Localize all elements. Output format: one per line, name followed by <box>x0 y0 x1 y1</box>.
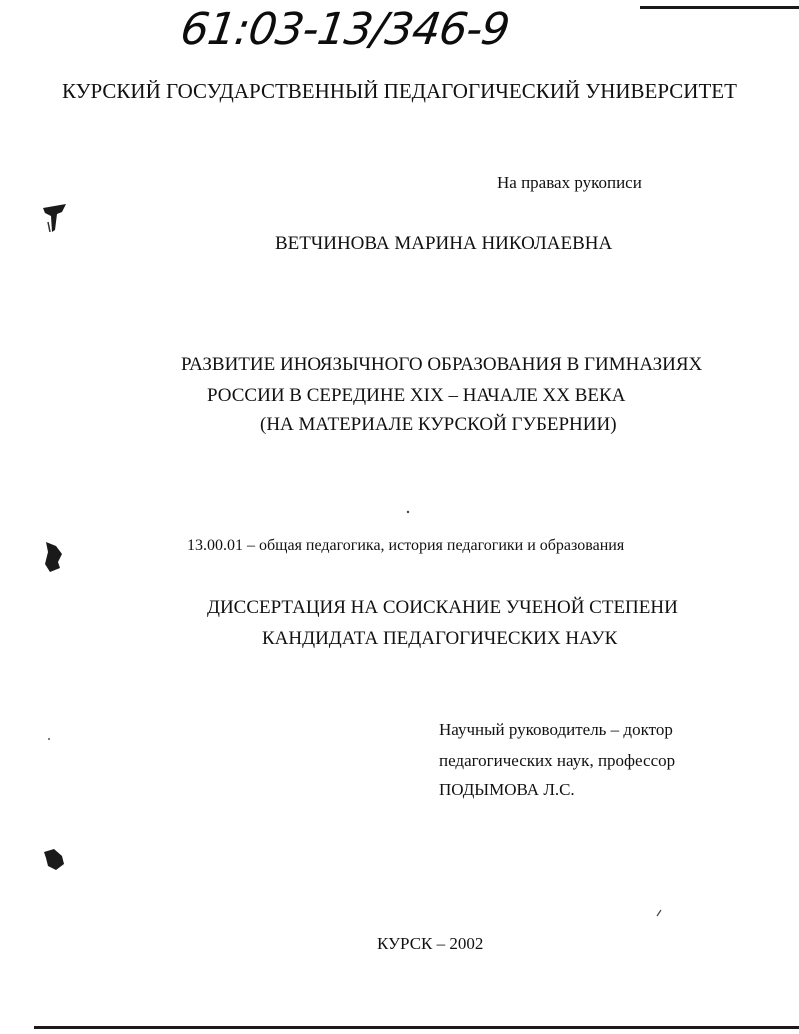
bottom-scan-border <box>34 1026 799 1029</box>
archive-code-text: 61:03-13/346-9 <box>177 4 512 55</box>
city-and-year: КУРСК – 2002 <box>377 934 484 953</box>
scan-speck <box>655 908 663 918</box>
top-scan-border <box>640 6 799 9</box>
thesis-title-line-2: РОССИИ В СЕРЕДИНЕ XIX – НАЧАЛЕ XX ВЕКА <box>207 385 626 406</box>
manuscript-rights-note: На правах рукописи <box>497 173 642 192</box>
binding-hole-mark-1 <box>40 202 70 236</box>
dissertation-degree-line-2: КАНДИДАТА ПЕДАГОГИЧЕСКИХ НАУК <box>262 628 618 649</box>
supervisor-name: ПОДЫМОВА Л.С. <box>439 780 575 799</box>
thesis-title-line-1: РАЗВИТИЕ ИНОЯЗЫЧНОГО ОБРАЗОВАНИЯ В ГИМНАЗИЯХ <box>181 354 703 375</box>
dissertation-degree-line-1: ДИССЕРТАЦИЯ НА СОИСКАНИЕ УЧЕНОЙ СТЕПЕНИ <box>207 597 678 618</box>
author-name: ВЕТЧИНОВА МАРИНА НИКОЛАЕВНА <box>275 233 613 254</box>
binding-hole-mark-3 <box>40 846 68 876</box>
binding-hole-mark-2 <box>40 540 66 576</box>
university-name: КУРСКИЙ ГОСУДАРСТВЕННЫЙ ПЕДАГОГИЧЕСКИЙ УНИВЕРСИТЕТ <box>62 79 737 103</box>
scan-speck <box>405 509 411 515</box>
specialty-code: 13.00.01 – общая педагогика, история педагогики и образования <box>187 537 625 554</box>
handwritten-archive-code <box>175 4 524 70</box>
supervisor-line-1: Научный руководитель – доктор <box>439 720 673 739</box>
supervisor-line-2: педагогических наук, профессор <box>439 751 676 770</box>
thesis-title-line-3: (НА МАТЕРИАЛЕ КУРСКОЙ ГУБЕРНИИ) <box>260 414 617 435</box>
scan-speck <box>46 736 52 742</box>
